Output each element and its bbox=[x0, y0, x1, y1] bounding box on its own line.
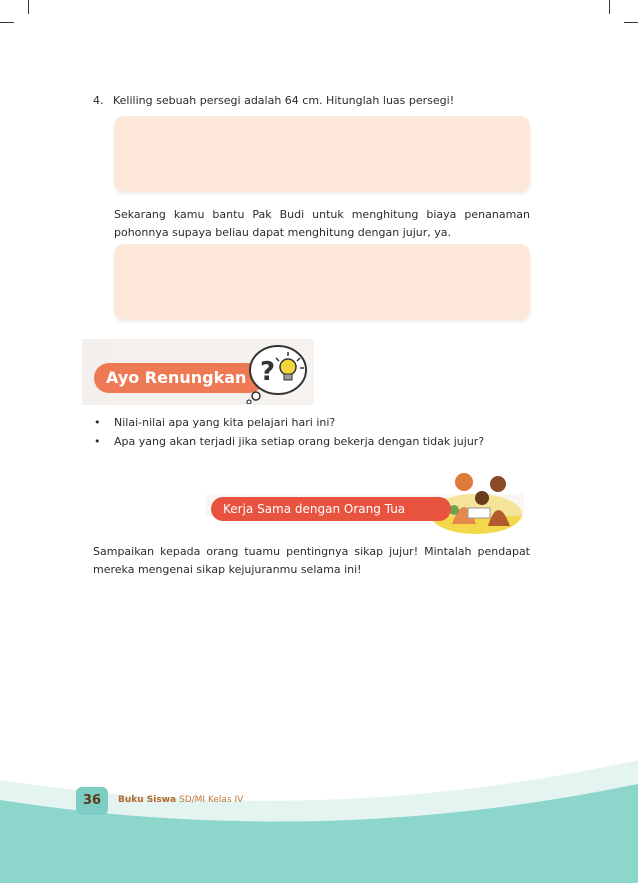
page-number: 36 bbox=[76, 787, 108, 815]
question-text: Keliling sebuah persegi adalah 64 cm. Hitunglah luas persegi! bbox=[113, 94, 455, 107]
svg-text:?: ? bbox=[260, 357, 276, 387]
question-4 bbox=[93, 94, 454, 107]
question-number: 4. bbox=[93, 94, 104, 107]
reflection-list bbox=[94, 413, 484, 451]
closing-paragraph: Sampaikan kepada orang tuamu pentingnya sikap jujur! Mintalah pendapat mereka mengenai sikap kejujuranmu selama ini! bbox=[93, 545, 530, 576]
crop-mark bbox=[624, 22, 638, 23]
instruction-paragraph: Sekarang kamu bantu Pak Budi untuk menghitung biaya penanaman pohonnya supaya beliau dapat menghitung dengan jujur, ya. bbox=[114, 208, 530, 239]
book-title: Buku Siswa SD/MI Kelas IV bbox=[118, 795, 244, 805]
crop-mark bbox=[0, 22, 14, 23]
answer-box-1[interactable] bbox=[114, 116, 530, 192]
footer-wave bbox=[0, 760, 638, 883]
thought-bubble-icon bbox=[244, 342, 316, 404]
answer-box-2[interactable] bbox=[114, 244, 530, 320]
list-item: • Apa yang akan terjadi jika setiap orang bekerja dengan tidak jujur? bbox=[94, 435, 485, 448]
crop-mark bbox=[28, 0, 29, 14]
ayo-renungkan-title: Ayo Renungkan bbox=[94, 363, 264, 393]
crop-mark bbox=[609, 0, 610, 14]
kerja-sama-title: Kerja Sama dengan Orang Tua bbox=[211, 497, 451, 521]
list-item: • Nilai-nilai apa yang kita pelajari hari ini? bbox=[94, 416, 336, 429]
